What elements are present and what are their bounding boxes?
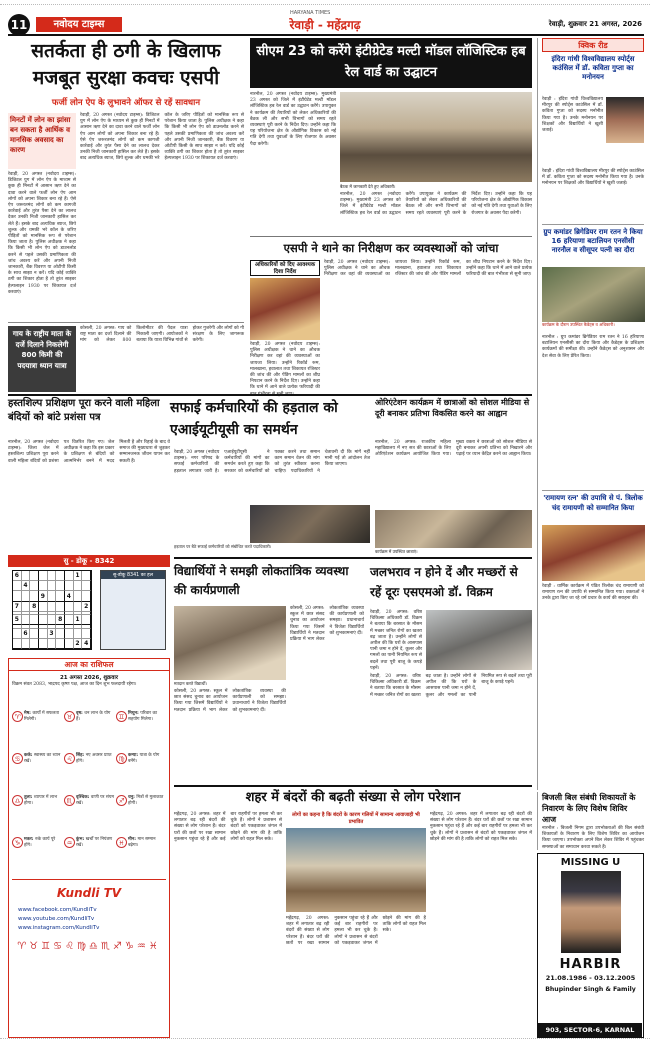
sudoku-cell [82, 615, 91, 625]
sudoku-cell [39, 639, 48, 649]
missing-dates: 21.08.1986 - 03.12.2005 [545, 974, 636, 982]
date-line: रेवाड़ी, शुक्रवार 21 अगस्त, 2026 [548, 20, 642, 28]
rashi-text: नए अवसर प्राप्त होंगे। [76, 753, 112, 764]
kundli-link[interactable]: www.youtube.com/KundliTv [18, 916, 95, 922]
sudoku-cell [39, 581, 48, 591]
elections-headline: विद्यार्थियों ने समझी लोकतांत्रिक व्यवस्था की कार्यप्रणाली [174, 564, 349, 597]
elections-caption: मतदान करते विद्यार्थी। [174, 681, 207, 686]
sudoku-cell [74, 629, 83, 639]
quick-read-label: क्विक रीड [542, 38, 644, 52]
police-body: रेवाड़ी, 20 अगस्त (नवोदय टाइम्स): पुलिस अधीक्षक ने थाने का औचक निरीक्षण कर वहां की व्यवस्थाओं का जायजा लिया। उन्होंने रिकॉर्ड रूम, मालखाना, हवालात तथा शिकायत रजिस्टर की जांच की और पेंडिंग मामलों का शीघ्र निपटान करने के निर्देश दिए। उन्होंने कहा कि थाने में आने वाले प्रत्येक फरियादी की बात गंभीरता से सुनी जाए। [324, 260, 532, 278]
sudoku-cell: 8 [56, 615, 65, 625]
qr-photo-1 [606, 97, 644, 143]
kundli-zodiac-row: ♈♉♊♋♌♍♎♏♐♑♒♓ [17, 941, 161, 952]
sudoku-cell [82, 629, 91, 639]
monkeys-photo [286, 828, 426, 912]
rashi-name: मीन: [128, 837, 138, 842]
sudoku-cell [13, 639, 22, 649]
kundli-link[interactable]: www.instagram.com/KundliTv [18, 925, 100, 931]
qr-caption-2: कार्यक्रम के दौरान उपस्थित कैडेट्स व अधिकारी। [542, 322, 615, 327]
lead-highlight: मिनटों में लोन का झांसा बन सकता है आर्थिक व मानसिक अवसाद का कारण [8, 113, 76, 169]
qr-body-3: रेवाड़ी : धार्मिक कार्यक्रम में पंडित त्रिलोक चंद रामायणी को रामायण रत्न की उपाधि से सम्मानित किया गया। वक्ताओं ने उनके द्वारा किए जा रहे धर्म प्रचार के कार्य की सराहना की। [542, 584, 644, 602]
qr-photo-3 [542, 525, 645, 581]
water-headline: जलभराव न होने दें और मच्छरों से रहें दूरः एसएमओ डॉ. विक्रम [370, 565, 518, 599]
rashi-sign [12, 837, 62, 877]
rashi-text: स्वास्थ्य का ध्यान रखें। [24, 753, 61, 764]
kundli-logo: Kundli TV [56, 886, 122, 900]
railway-body: नारनौल, 20 अगस्त (नवोदय टाइम्स): मुख्यमंत्री 23 अगस्त को जिले में इंटीग्रेटेड मल्टी मॉडल लॉजिस्टिक हब रेल वार्ड का उद्घाटन करेंगे। उपायुक्त ने कार्यक्रम की तैयारियों को लेकर अधिकारियों की बैठक ली और सभी विभागों को समय रहते व्यवस्थाएं पूरी करने के निर्देश दिए। उन्होंने कहा कि यह परियोजना क्षेत्र के औद्योगिक विकास को नई गति देगी तथा युवाओं के लिए रोजगार के अवसर पैदा करेगी। [340, 192, 532, 216]
sudoku-cell [65, 615, 74, 625]
sudoku-cell [56, 581, 65, 591]
rashi-name: मेष: [24, 711, 33, 716]
rashi-text: व्यापार में लाभ होगा। [24, 795, 58, 806]
sudoku-cell [48, 602, 57, 612]
sudoku-cell [48, 591, 57, 601]
kundli-ad [12, 879, 166, 1034]
qr-headline-1: इंदिरा गांधी विश्वविद्यालय स्पोर्ट्स कउंसिल में डॉ. कविता गुप्ता का मनोनयन [551, 55, 635, 81]
police-photo [250, 278, 320, 340]
elections-photo [174, 606, 286, 680]
zodiac-icon: ♈ [12, 711, 23, 722]
rashi-name: कर्क: [24, 753, 35, 758]
rashifal-grid [9, 709, 169, 879]
masthead-rule [8, 34, 644, 36]
rashi-sign [64, 837, 114, 877]
railway-body-col1: नारनौल, 20 अगस्त (नवोदय टाइम्स): मुख्यमंत्री 23 अगस्त को जिले में इंटीग्रेटेड मल्टी मॉडल लॉजिस्टिक हब रेल वार्ड का उद्घाटन करेंगे। उपायुक्त ने कार्यक्रम की तैयारियों को लेकर अधिकारियों की बैठक ली और सभी विभागों को समय रहते व्यवस्थाएं पूरी करने के निर्देश दिए। उन्होंने कहा कि यह परियोजना क्षेत्र के औद्योगिक विकास को नई गति देगी तथा युवाओं के लिए रोजगार के अवसर पैदा करेगी। [250, 92, 336, 147]
row4-rule [174, 785, 532, 787]
rashi-text: धन लाभ के योग हैं। [76, 711, 111, 722]
edition-label: HARYANA TIMES [290, 10, 331, 16]
sanitation-caption: हड़ताल पर बैठे सफाई कर्मचारियों को संबोधित करते पदाधिकारी। [174, 544, 272, 549]
missing-title: MISSING U [560, 857, 621, 868]
rashi-text: रुके कार्य पूरे होंगे। [24, 837, 56, 848]
zodiac-icon: ♉ [64, 711, 75, 722]
rashi-text: कार्यों में सफलता मिलेगी। [24, 711, 60, 722]
mahila-headline: हस्तशिल्प प्रशिक्षण पूरा करने वाली महिला बंदियों को बांटे प्रशंसा पत्र [8, 398, 160, 423]
electricity-headline: बिजली बिल संबंधी शिकायतों के निवारण के लिए विशेष शिविर आज [542, 793, 636, 824]
rashi-name: सिंह: [76, 753, 86, 758]
rashi-name: वृश्चिक: [76, 795, 91, 800]
zodiac-icon: ♊ [116, 711, 127, 722]
police-subhead-box: अधिकारियों को दिए आवश्यक दिशा निर्देश [250, 260, 320, 276]
orientation-caption: कार्यक्रम में उपस्थित छात्राएं। [375, 549, 418, 554]
sanitation-body: रेवाड़ी, 20 अगस्त (नवोदय टाइम्स): नगर परिषद के सफाई कर्मचारियों की हड़ताल लगातार जारी है। एआईयूटीयूसी ने कर्मचारियों की मांगों का समर्थन करते हुए कहा कि सरकार को कर्मचारियों को पक्का करने तथा समान काम समान वेतन की मांग को तुरंत स्वीकार करना चाहिए। पदाधिकारियों ने चेतावनी दी कि मांगें नहीं मानी गईं तो आंदोलन तेज किया जाएगा। [174, 450, 370, 474]
monkeys-body-left: महेंद्रगढ़, 20 अगस्त: शहर में लगातार बढ़ रही बंदरों की संख्या से लोग परेशान हैं। बंदर घरों की छतों पर रखा सामान नुकसान पहुंचा रहे हैं और कई बार राहगीरों पर हमला भी कर चुके हैं। लोगों ने प्रशासन से बंदरों को पकड़वाकर जंगल में छोड़ने की मांग की है ताकि लोगों को राहत मिल सके। [174, 812, 282, 842]
sudoku-cell [82, 571, 91, 581]
water-body-col1: रेवाड़ी, 20 अगस्त: वरिष्ठ चिकित्सा अधिकारी डॉ. विक्रम ने बताया कि बरसात के मौसम में मच्छर जनित रोगों का खतरा बढ़ जाता है। उन्होंने लोगों से अपील की कि घरों के आसपास पानी जमा न होने दें, कूलर और गमलों का पानी नियमित रूप से बदलें तथा पूरी बाजू के कपड़े पहनें। [370, 610, 422, 671]
rashi-sign [12, 711, 62, 751]
sudoku-cell: 1 [74, 615, 83, 625]
sudoku-cell: 2 [74, 639, 83, 649]
yatra-body: कोसली, 20 अगस्त: गाय को राष्ट्र माता का दर्जा दिलाने की मांग को लेकर 800 किलोमीटर की पैदल यात्रा निकाली जाएगी। आयोजकों ने बताया कि यात्रा विभिन्न गांवों से होकर गुजरेगी और लोगों को गौ संरक्षण के लिए जागरूक करेगी। [80, 326, 244, 344]
orientation-body: नारनौल, 20 अगस्त: राजकीय महिला महाविद्यालय में नए सत्र की छात्राओं के लिए ओरिएंटेशन कार्यक्रम आयोजित किया गया। मुख्य वक्ता ने छात्राओं को सोशल मीडिया से दूरी बनाकर अपनी प्रतिभा को निखारने और पढ़ाई पर ध्यान केंद्रित करने का आह्वान किया। [375, 440, 532, 458]
rashi-name: मिथुन: [128, 711, 141, 716]
sudoku-cell [13, 581, 22, 591]
rashi-text: खर्चों पर नियंत्रण रखें। [76, 837, 113, 848]
sudoku-answer: सु-डोकू 8341 का हल [100, 570, 166, 650]
sudoku-cell [56, 639, 65, 649]
rashi-text: यात्रा के योग बनेंगे। [128, 753, 160, 764]
sudoku-cell [30, 615, 39, 625]
sudoku-cell [65, 629, 74, 639]
sudoku-cell: 9 [39, 591, 48, 601]
qr-headline-3: 'रामायण रत्न' की उपाधि से पं. त्रिलोक चंद रामायणी को सम्मानित किया [543, 494, 643, 512]
sudoku-cell [22, 615, 31, 625]
sudoku-cell [39, 629, 48, 639]
zodiac-icon: ♓ [116, 837, 127, 848]
railway-headline: सीएम 23 को करेंगे इंटीग्रेटेड मल्टी मॉडल लॉजिस्टिक हब रेल वार्ड का उद्घाटन [250, 38, 532, 88]
sudoku-box [8, 555, 170, 655]
missing-family: Bhupinder Singh & Family [545, 986, 636, 993]
sudoku-cell: 4 [82, 639, 91, 649]
sanitation-headline: सफाई कर्मचारियों की हड़ताल को एआईयूटीयूसी का समर्थन [170, 400, 338, 438]
quick-read [537, 38, 644, 790]
sudoku-cell [65, 571, 74, 581]
sudoku-cell [30, 581, 39, 591]
rashifal-intro: विक्रम संवत 2083, भाद्रपद कृष्ण पक्ष, आज का दिन शुभ फलदायी रहेगा। [12, 682, 137, 687]
row3-rule [174, 557, 532, 559]
masthead [0, 0, 650, 36]
qr-headline-2: ग्रुप कमांडर ब्रिगेडियर राम रतन ने किया 16 हरियाणा बटालियन एनसीसी नारनौल व सीसूपर पत्नी का दौरा [543, 228, 643, 254]
sudoku-cell: 4 [65, 591, 74, 601]
sudoku-label: सु - डोकू - 8342 [8, 555, 170, 567]
yatra-headline: गाय के राष्ट्रीय माता के दर्जे दिलाने निकलेगी 800 किमी की पदयात्रा ध्यान यात्रा [8, 326, 76, 392]
sudoku-cell: 1 [74, 571, 83, 581]
footer-dots [0, 1038, 650, 1043]
water-photo [426, 610, 532, 670]
rashi-sign [116, 837, 166, 877]
qr-body-2: नारनौल : ग्रुप कमांडर ब्रिगेडियर राम रतन ने 16 हरियाणा बटालियन एनसीसी का दौरा किया और कैडेट्स के प्रशिक्षण कार्यक्रमों की समीक्षा की। उन्होंने कैडेट्स को अनुशासन और देश सेवा के लिए प्रेरित किया। [542, 335, 644, 359]
zodiac-icon: ♒ [64, 837, 75, 848]
sudoku-cell [30, 639, 39, 649]
sanitation-photo [250, 505, 370, 543]
sudoku-cell [74, 581, 83, 591]
rashi-text: मान सम्मान बढ़ेगा। [128, 837, 156, 848]
sudoku-cell: 6 [22, 629, 31, 639]
sudoku-cell [22, 639, 31, 649]
rashi-sign [116, 795, 166, 835]
kundli-links [12, 906, 166, 933]
qr-body-1b: रेवाड़ी : इंदिरा गांधी विश्वविद्यालय मीरपुर की स्पोर्ट्स काउंसिल में डॉ. कविता गुप्ता को सदस्य मनोनीत किया गया है। उनके मनोनयन पर शिक्षकों और विद्यार्थियों ने खुशी जताई। [542, 169, 644, 187]
qr-photo-2 [542, 267, 645, 322]
rashi-sign [12, 795, 62, 835]
police-rule [250, 236, 532, 237]
zodiac-icon: ♎ [12, 795, 23, 806]
sudoku-cell [30, 571, 39, 581]
sudoku-cell: 6 [13, 571, 22, 581]
sudoku-cell [39, 602, 48, 612]
water-body: रेवाड़ी, 20 अगस्त: वरिष्ठ चिकित्सा अधिकारी डॉ. विक्रम ने बताया कि बरसात के मौसम में मच्छर जनित रोगों का खतरा बढ़ जाता है। उन्होंने लोगों से अपील की कि घरों के आसपास पानी जमा न होने दें, कूलर और गमलों का पानी नियमित रूप से बदलें तथा पूरी बाजू के कपड़े पहनें। [370, 674, 532, 698]
rashi-sign [64, 795, 114, 835]
rashi-sign [12, 753, 62, 793]
sudoku-cell [30, 629, 39, 639]
sudoku-cell [48, 639, 57, 649]
sudoku-cell [65, 602, 74, 612]
lead-headline: सतर्कता ही ठगी के खिलाफ मजबूत सुरक्षा कवचः एसपी [31, 40, 221, 89]
rashi-name: मकर: [24, 837, 36, 842]
zodiac-icon: ♐ [116, 795, 127, 806]
sudoku-cell [22, 591, 31, 601]
rashi-text: मित्रों से मुलाकात होगी। [128, 795, 164, 806]
monkeys-body-right: महेंद्रगढ़, 20 अगस्त: शहर में लगातार बढ़ रही बंदरों की संख्या से लोग परेशान हैं। बंदर घरों की छतों पर रखा सामान नुकसान पहुंचा रहे हैं और कई बार राहगीरों पर हमला भी कर चुके हैं। लोगों ने प्रशासन से बंदरों को पकड़वाकर जंगल में छोड़ने की मांग की है ताकि लोगों को राहत मिल सके। [430, 812, 532, 842]
missing-ad [537, 853, 644, 1038]
lead-subhead: फर्जी लोन ऐप के लुभावने ऑफर से रहें सावधान [8, 95, 244, 110]
kundli-link[interactable]: www.facebook.com/KundliTv [18, 907, 97, 913]
sudoku-cell [30, 591, 39, 601]
sudoku-cell [82, 581, 91, 591]
monkeys-headline: शहर में बंदरों की बढ़ती संख्या से लोग परेशान [245, 790, 461, 805]
rashifal-title: आज का राशिफल [9, 659, 169, 671]
sudoku-cell [56, 571, 65, 581]
missing-address: 903, SECTOR-6, KARNAL [538, 1023, 642, 1037]
sudoku-cell [39, 571, 48, 581]
sudoku-cell [13, 591, 22, 601]
sudoku-cell: 4 [22, 581, 31, 591]
rashi-sign [64, 711, 114, 751]
rashi-sign [116, 753, 166, 793]
rashi-name: धनु: [128, 795, 137, 800]
zodiac-icon: ♍ [116, 753, 127, 764]
rashi-sign [64, 753, 114, 793]
railway-caption: बैठक में जानकारी देते हुए अधिकारी। [340, 184, 396, 189]
top-strip [0, 0, 650, 5]
yatra-box [8, 322, 244, 392]
sudoku-cell [65, 581, 74, 591]
sudoku-cell: 5 [13, 615, 22, 625]
rashifal-box [8, 658, 170, 1038]
sudoku-cell [48, 581, 57, 591]
sudoku-cell [13, 629, 22, 639]
sudoku-grid [12, 570, 92, 650]
lead-body: रेवाड़ी, 20 अगस्त (नवोदय टाइम्स): डिजिटल युग में लोन ऐप के माध्यम से कुछ ही मिनटों में आसान ऋण देने का दावा करने वाले फर्जी लोन ऐप आम लोगों को अपना शिकार बना रहे हैं। ऐसे ऐप जरूरतमंद लोगों को कम कागजी कार्रवाई और तुरंत पैसा देने का लालच देकर उनकी निजी जानकारी हासिल कर लेते हैं। इसके बाद अत्यधिक ब्याज, छिपे शुल्क और धमकी भरे कॉल के जरिए पीड़ितों को मानसिक रूप से परेशान किया जाता है। पुलिस अधीक्षक ने कहा कि किसी भी लोन ऐप को डाउनलोड करने से पहले उसकी प्रमाणिकता की जांच अवश्य करें और अपनी निजी जानकारी, बैंक विवरण या ओटीपी किसी के साथ साझा न करें। यदि कोई व्यक्ति ठगी का शिकार होता है तो तुरंत साइबर हेल्पलाइन 1930 पर शिकायत दर्ज करवाएं। [80, 113, 244, 162]
sudoku-cell [48, 615, 57, 625]
police-body-col1: रेवाड़ी, 20 अगस्त (नवोदय टाइम्स): पुलिस अधीक्षक ने थाने का औचक निरीक्षण कर वहां की व्यवस्थाओं का जायजा लिया। उन्होंने रिकॉर्ड रूम, मालखाना, हवालात तथा शिकायत रजिस्टर की जांच की और पेंडिंग मामलों का शीघ्र निपटान करने के निर्देश दिए। उन्होंने कहा कि थाने में आने वाले प्रत्येक फरियादी की [250, 342, 320, 391]
orientation-photo [375, 510, 532, 548]
elections-body: कोसली, 20 अगस्त: स्कूल में छात्र संसद चुनाव का आयोजन किया गया जिसमें विद्यार्थियों ने मतदान प्रक्रिया में भाग लेकर लोकतांत्रिक व्यवस्था की कार्यप्रणाली को समझा। प्रधानाचार्य ने विजेता विद्यार्थियों को शुभकामनाएं दीं। [290, 606, 364, 643]
row2-rule [8, 394, 532, 396]
page-number: 11 [8, 14, 30, 36]
sudoku-cell [74, 591, 83, 601]
rashi-text: वाणी पर संयम रखें। [76, 795, 115, 806]
rashi-text: परिवार का सहयोग मिलेगा। [128, 711, 158, 722]
sudoku-cell: 8 [30, 602, 39, 612]
sudoku-cell [82, 591, 91, 601]
missing-photo [561, 871, 621, 953]
electricity-body: नारनौल : बिजली निगम द्वारा उपभोक्ताओं की बिल संबंधी शिकायतों के निवारण के लिए विशेष शिविर का आयोजन किया जाएगा। उपभोक्ता अपने बिल लेकर शिविर में पहुंचकर समस्याओं का समाधान करवा सकते हैं। [542, 826, 644, 850]
zodiac-icon: ♏ [64, 795, 75, 806]
sudoku-cell: 2 [82, 602, 91, 612]
rashifal-subtitle: 21 अगस्त 2026, शुक्रवार [59, 675, 119, 681]
rashi-name: वृष: [76, 711, 85, 716]
sudoku-cell [56, 602, 65, 612]
edition-name: रेवाड़ी - महेंद्रगढ़ [289, 18, 361, 32]
sudoku-cell [39, 615, 48, 625]
sudoku-cell: 7 [13, 602, 22, 612]
rashi-name: कुंभ: [76, 837, 86, 842]
sudoku-cell [22, 571, 31, 581]
missing-name: HARBIR [559, 957, 622, 972]
zodiac-icon: ♑ [12, 837, 23, 848]
police-headline: एसपी ने थाने का निरीक्षण कर व्यवस्थाओं को जांचा [283, 241, 499, 255]
qr-body-1: रेवाड़ी : इंदिरा गांधी विश्वविद्यालय मीरपुर की स्पोर्ट्स काउंसिल में डॉ. कविता गुप्ता को सदस्य मनोनीत किया गया है। उनके मनोनयन पर शिक्षकों और विद्यार्थियों ने खुशी जताई। [542, 97, 603, 134]
sudoku-cell [74, 602, 83, 612]
sudoku-cell [48, 571, 57, 581]
monkeys-body-mid: महेंद्रगढ़, 20 अगस्त: शहर में लगातार बढ़ रही बंदरों की संख्या से लोग परेशान हैं। बंदर घरों की छतों पर रखा सामान नुकसान पहुंचा रहे हैं और कई बार राहगीरों पर हमला भी कर चुके हैं। लोगों ने प्रशासन से बंदरों को पकड़वाकर जंगल में छोड़ने की मांग की है ताकि लोगों को राहत मिल सके। [286, 916, 426, 946]
sudoku-cell [56, 591, 65, 601]
rashi-name: कन्या: [128, 753, 140, 758]
paper-name: नवोदय टाइम्स [36, 17, 122, 32]
rashi-sign [116, 711, 166, 751]
zodiac-icon: ♋ [12, 753, 23, 764]
railway-photo [340, 92, 532, 182]
zodiac-icon: ♌ [64, 753, 75, 764]
sudoku-cell [56, 629, 65, 639]
electricity-box [537, 792, 644, 850]
sudoku-cell [65, 639, 74, 649]
monkeys-subhead: लोगों का कहना है कि बंदरों के कारण गलियों में सामान्य आवाजाही भी प्रभावित [286, 812, 426, 826]
lead-body-col1: रेवाड़ी, 20 अगस्त (नवोदय टाइम्स): डिजिटल युग में लोन ऐप के माध्यम से कुछ ही मिनटों में आसान ऋण देने का दावा करने वाले फर्जी लोन ऐप आम लोगों को अपना शिकार बना रहे हैं। ऐसे ऐप जरूरतमंद लोगों को कम कागजी कार्रवाई और तुरंत पैसा देने का लालच देकर उनकी निजी जानकारी हासिल कर लेते हैं। इसके बाद अत्यधिक ब्याज, छिपे शुल्क और धमकी भरे कॉल के जरिए पीड़ितों को मानसिक रूप से परेशान किया जाता है। पुलिस अधीक्षक ने कहा कि किसी भी लोन ऐप को डाउनलोड करने से पहले उसकी प्रमाणिकता की जांच अवश्य करें और अपनी निजी जानकारी, बैंक विवरण या ओटीपी किसी के साथ साझा न करें। यदि कोई व्यक्ति ठगी का शिकार होता है तो तुरंत साइबर हेल्पलाइन 1930 पर शिकायत दर्ज करवाएं। [8, 172, 76, 295]
elections-body-2: कोसली, 20 अगस्त: स्कूल में छात्र संसद चुनाव का आयोजन किया गया जिसमें विद्यार्थियों ने मतदान प्रक्रिया में भाग लेकर लोकतांत्रिक व्यवस्था की कार्यप्रणाली को समझा। प्रधानाचार्य ने विजेता विद्यार्थियों को शुभकामनाएं दीं। [174, 689, 286, 713]
sudoku-cell [22, 602, 31, 612]
orientation-headline: ओरिएंटेशन कार्यक्रम में छात्राओं को सोशल मीडिया से दूरी बनाकर प्रतिभा विकसित करने का आह्वान [375, 398, 530, 418]
sudoku-cell: 3 [48, 629, 57, 639]
mahila-body: नारनौल, 20 अगस्त (नवोदय टाइम्स): जिला जेल में हस्तशिल्प प्रशिक्षण पूरा करने वाली महिला बंदियों को प्रशंसा पत्र वितरित किए गए। जेल अधीक्षक ने कहा कि इस प्रकार के प्रशिक्षण से बंदियों को आत्मनिर्भर बनने में मदद मिलती है और रिहाई के बाद वे समाज की मुख्यधारा से जुड़कर सम्मानजनक जीवन यापन कर सकती हैं। [8, 440, 170, 464]
rashi-name: तुला: [24, 795, 34, 800]
